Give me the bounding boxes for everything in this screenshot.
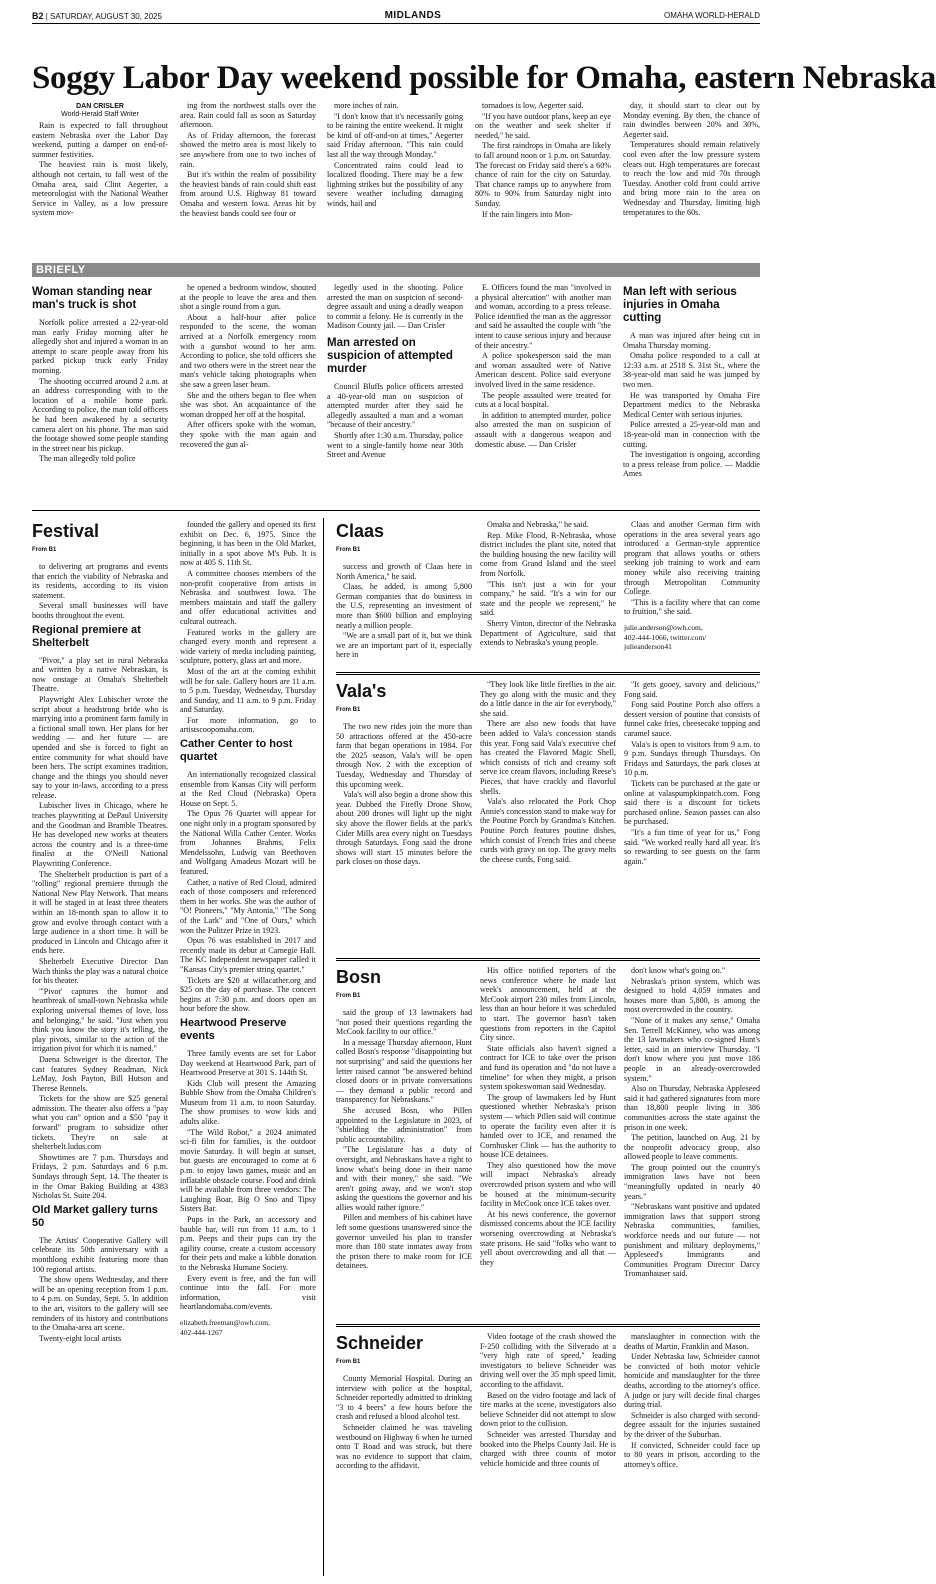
festival-subhead-gallery: Old Market gallery turns 50 <box>32 1203 158 1229</box>
paragraph: Claas and another German firm with operations in the area several years ago introduced a German-style apprentice program that allows youths or others seeking job training to work and earn money while also receiving training through Metropolitan Community College. <box>624 520 760 597</box>
bosn-section-rule <box>336 1324 760 1327</box>
paragraph: ing from the northwest stalls over the area. Rain could fall as soon as Saturday afternoon. <box>180 101 316 130</box>
paragraph: Rain is expected to fall throughout eastern Nebraska over the Labor Day weekend, putting a damper on end-of-summer festivities. <box>32 121 168 159</box>
paragraph: legedly used in the shooting. Police arrested the man on suspicion of second-degree assault and using a deadly weapon to commit a felony. He is currently in the Madison County jail. — Dan Crisler <box>327 283 463 331</box>
paragraph: Opus 76 was established in 2017 and recently made its debut at Carnegie Hall. The KC Independent newspaper called it "Kansas City's premier string quartet." <box>180 936 316 974</box>
paragraph: Concentrated rains could lead to localized flooding. There may be a few lightning strikes but the possibility of any severe weather including damaging winds, hail and <box>327 160 463 208</box>
byline <box>32 103 168 119</box>
valas-col-2 <box>480 680 616 955</box>
paragraph: Cather, a native of Red Cloud, admired each of those composers and referenced them in her works. She was the author of "O! Pioneers," "My Antonia," "The Song of the Lark" and "One of Ours," which won the Pulitzer Prize in 1923. <box>180 877 316 935</box>
paragraph: he opened a bedroom window, shouted at the people to leave the area and then shot a single round from a gun. <box>180 283 316 312</box>
paragraph: day, it should start to clear out by Monday evening. By then, the chance of rain dwindles between 20% and 30%, Aegerter said. <box>623 101 760 139</box>
festival-subhead-cather: Cather Center to host quartet <box>180 738 293 764</box>
claas-col-2 <box>480 520 616 670</box>
main-story-col-3 <box>327 101 463 258</box>
valas-kicker: Vala's <box>336 681 387 701</box>
brief-cut-col-5 <box>623 283 760 505</box>
main-story-col-1 <box>32 103 168 258</box>
festival-subhead-heartwood: Heartwood Preserve events <box>180 1016 287 1042</box>
paragraph: They also questioned how the move will impact Nebraska's already overcrowded prison system and who will be housed at the minimum-security facility in McCook once ICE takes over. <box>480 1160 616 1209</box>
paragraph: "They look like little fireflies in the air. They go along with the music and they do a little dance in the air for everybody," she said. <box>480 680 616 718</box>
paragraph: About a half-hour after police responded to the scene, the woman arrived at a Norfolk emergency room with a gunshot wound to her arm. According to police, she told officers she and two others were in the street near the man's vehicle taking photographs when she saw a green laser beam. <box>180 312 316 389</box>
paragraph: Featured works in the gallery are changed every month and represent a wide variety of media including painting, sculpture, pottery, glass art and more. <box>180 627 316 666</box>
claas-col-1 <box>336 520 472 670</box>
page-info: B2 | SATURDAY, AUGUST 30, 2025 <box>32 10 162 21</box>
paragraph: Vala's is open to visitors from 9 a.m. to 9 p.m. Sundays through Thursdays. On Fridays and Saturdays, the park closes at 10 p.m. <box>624 739 760 778</box>
paragraph: Pillen and members of his cabinet have left some questions unanswered since the governor unveiled his plan to transfer more than 180 state inmates away from the prison there to make room for ICE detainees. <box>336 1213 472 1271</box>
paragraph: A police spokesperson said the man and woman assaulted were of Native American descent. Police said everyone involved lived in the same residence. <box>475 351 611 389</box>
paragraph: Rep. Mike Flood, R-Nebraska, whose district includes the plant site, noted that the building housing the new facility will come from Grand Island and the steel from Norfolk. <box>480 530 616 578</box>
paragraph: Police arrested a 25-year-old man and 18-year-old man in connection with the cutting. <box>623 420 760 449</box>
paragraph: The investigation is ongoing, according to a press release from police. — Maddie Ames <box>623 450 760 479</box>
paragraph: The heaviest rain is most likely, although not certain, to fall west of the Omaha area, said Clint Aegerter, a meteorologist with the National Weather Service in Valley, as a low pressure system mov- <box>32 160 168 218</box>
paragraph: An internationally recognized classical ensemble from Kansas City will perform at the Red Cloud (Nebraska) Opera House on Sept. 5. <box>180 770 316 808</box>
paragraph: Based on the video footage and lack of tire marks at the scene, investigators also believe Schneider did not attempt to slow down prior to the collision. <box>480 1390 616 1429</box>
paragraph: Temperatures should remain relatively cool even after the low pressure system clears out. High temperatures are forecast to reach the low and mid 70s through Tuesday. Another cold front could arrive and bring more rain to the area on Wednesday and Thursday, limiting high temperatures to the 60s. <box>623 140 760 217</box>
paragraph: Schneider claimed he was traveling westbound on Highway 6 when he turned onto T Road and was struck, but there was no evidence to support that claim, according to the affidavit. <box>336 1422 472 1471</box>
claas-section-rule <box>336 672 760 675</box>
paragraph: Several small businesses will have booths throughout the event. <box>32 601 168 620</box>
valas-section-rule <box>336 958 760 961</box>
bosn-jump-from: From B1 <box>336 993 361 999</box>
claas-kicker: Claas <box>336 521 385 541</box>
schneider-col-1 <box>336 1332 472 1576</box>
paper-name: OMAHA WORLD-HERALD <box>663 11 760 20</box>
paragraph: don't know what's going on." <box>631 966 726 975</box>
paragraph: The Artists' Cooperative Gallery will celebrate its 50th anniversary with a monthlong exhibit featuring more than 100 regional artists. <box>32 1235 168 1274</box>
paragraph: Tickets are $20 at willacather.org and $25 on the day of purchase. The concert begins at 7:30 p.m. and doors open an hour before the show. <box>180 975 316 1014</box>
paragraph: The Opus 76 Quartet will appear for one night only in a program sponsored by the National Willa Cather Center. Works from Johannes Brahms, Felix Mendelssohn, Ludwig van Beethoven and Wolfgang Amadeus Mozart will be featured. <box>180 809 316 876</box>
paragraph: Sherry Vinton, director of the Nebraska Department of Agriculture, said that extends to Nebraska's young people. <box>480 618 616 648</box>
paragraph: In a message Thursday afternoon, Hunt called Bosn's response "disappointing but not surprising" and said the questions her letter raised cannot "be answered behind closed doors or in private conversations — they demand a public record and transparency for Nebraskans." <box>336 1037 472 1105</box>
paragraph: The first raindrops in Omaha are likely to fall around noon or 1 p.m. on Saturday. The forecast on Friday said there's a 60% chance of rain for the city on Saturday. That chance ramps up to anywhere from 80% to 90% from Saturday night into Sunday. <box>475 141 611 208</box>
brief-col-3 <box>327 283 463 505</box>
contact-line: elizabeth.freeman@owh.com, <box>180 1317 270 1327</box>
page-date: SATURDAY, AUGUST 30, 2025 <box>50 11 162 21</box>
paragraph: "The Wild Robot," a 2024 animated sci-fi film for families, is the outdoor movie Saturday. It will begin at sunset, but guests are encouraged to come at 6 p.m. to enjoy lawn games, music and an inflatable obstacle course. Food and drink will be available from three vendors: The Laughing Boar, Big O Sno and Tipsy Sisters Bar. <box>180 1127 316 1214</box>
paragraph: "I don't know that it's necessarily going to be raining the entire weekend. It might be kind of off-and-on at times," Aegerter said Friday afternoon. "This rain could last all the way through Monday." <box>327 111 463 159</box>
paragraph: "Pivot," a play set in rural Nebraska and written by a native Nebraskan, is now onstage at Omaha's Shelterbelt Theatre. <box>32 655 168 694</box>
bosn-kicker: Bosn <box>336 967 381 987</box>
main-story-col-4 <box>475 101 611 258</box>
paragraph: She and the others began to flee when she was shot. An acquaintance of the woman dropped her off at the hospital. <box>180 390 316 419</box>
claas-contact <box>624 623 760 652</box>
paragraph: If convicted, Schneider could face up to 80 years in prison, according to the attorney's office. <box>624 1440 760 1469</box>
paragraph: Claas, he added, is among 5,800 German companies that do business in the U.S, representing an investment of more than $600 billion and employing nearly a million people. <box>336 582 472 630</box>
paragraph: Vala's will also begin a drone show this year. Dubbed the Firefly Drone Show, about 200 drones will light up the night sky above the flower fields at the park's Cider Mills area every night on Tuesdays through Saturdays. Fong said the drone shows will start 15 minutes before the park closes on those days. <box>336 790 472 867</box>
contact-line: 402-444-1267 <box>180 1327 223 1337</box>
paragraph: said the group of 13 lawmakers had "not posed their questions regarding the McCook facility to our office." <box>336 1008 472 1037</box>
paragraph: manslaughter in connection with the deaths of Martin, Franklin and Mason. <box>624 1332 760 1351</box>
paragraph: Vala's also relocated the Pork Chop Annie's concession stand to make way for the Poutine Porch by Grandma's Kitchen. Poutine Porch features poutine dishes, which consist of French fries and cheese curds with gravy on top. The gravy melts the cheese curds, Fong said. <box>480 797 616 864</box>
bosn-col-3 <box>624 966 760 1321</box>
paragraph: Most of the art at the coming exhibit will be for sale. Gallery hours are 11 a.m. to 5 p.m. Tuesday, Wednesday, Thursday and Sunday, and 11 a.m. to 9 p.m. Friday and Saturday. <box>180 666 316 715</box>
bosn-col-1 <box>336 966 472 1321</box>
paragraph: A man was injured after being cut in Omaha Thursday morning. <box>623 331 760 350</box>
paragraph: The group pointed out the country's immigration laws have not been "meaningfully updated in nearly 40 years." <box>624 1162 760 1201</box>
paragraph: tornadoes is low, Aegerter said. <box>482 101 584 110</box>
paragraph: In addition to attempted murder, police also arrested the man on suspicion of assault with a dangerous weapon and domestic abuse. — Dan Crisler <box>475 410 611 449</box>
paragraph: Video footage of the crash showed the F-250 colliding with the Silverado at a "very high rate of speed," leading investigators to believe Schneider was driving well over the 35 mph speed limit, according to the affidavit. <box>480 1332 616 1389</box>
paragraph: Pups in the Park, an accessory and bauble bar, will run from 11 a.m. to 1 p.m. Peeps and their pups can try the agility course, create a custom accessory for their pets and make a kibble donation to the Nebraska Humane Society. <box>180 1215 316 1272</box>
paragraph: For more information, go to artistscoopomaha.com. <box>180 715 316 735</box>
paragraph: State officials also haven't signed a contract for ICE to take over the prison and fund its operation and "do not have a timeline" for when they might, a prison system spokeswoman said Wednesday. <box>480 1043 616 1092</box>
paragraph: After officers spoke with the woman, they spoke with the man again and recovered the gun al- <box>180 420 316 449</box>
festival-col-2 <box>180 520 316 1576</box>
paragraph: founded the gallery and opened its first exhibit on Dec. 6, 1975. Since the beginning, it has been in the Old Market, initially in a spot above M's Pub. It is now at 405 S. 11th St. <box>180 520 316 568</box>
valas-col-3 <box>624 680 760 955</box>
festival-col-1 <box>32 520 168 1576</box>
paragraph: Norfolk police arrested a 22-year-old man early Friday morning after he allegedly shot and injured a woman in an attempt to scare people away from his parked pickup truck early Friday morning. <box>32 318 168 375</box>
paragraph: "Nebraskans want positive and updated immigration laws that support strong Nebraska communities, families, workforce needs and our future — not punishment and military deployments," Appleseed's Immigrants and Communities Program Director Darcy Tromanhauser said. <box>624 1202 760 1279</box>
paragraph: "This is a facility where that can come to fruition," she said. <box>624 597 760 617</box>
paragraph: "We are a small part of it, but we think we are an important part of it, especially here in <box>336 631 472 660</box>
paragraph: success and growth of Claas here in North America," he said. <box>336 562 472 581</box>
paragraph: Playwright Alex Lubischer wrote the script about a headstrong bride who is marrying into a prominent farm family in a fictional small town. Her plans for her wedding — and her future — are upended and she is forced to fight an entire community for what should have been hers. The script examines tradition, change and the things you should never say to your in-laws, according to a press release. <box>32 694 168 800</box>
paragraph: Every event is free, and the fun will continue into the fall. For more information, visit heartlandomaha.com/events. <box>180 1273 316 1312</box>
paragraph: Fong said Poutine Porch also offers a dessert version of poutine that consists of funnel cake fries, cheesecake topping and caramel sauce. <box>624 700 760 738</box>
festival-jump-from: From B1 <box>32 547 57 553</box>
brief-woman-headline: Woman standing near man's truck is shot <box>32 286 152 311</box>
paragraph: Shortly after 1:30 a.m. Thursday, police went to a single-family home near 30th Street and Avenue <box>327 430 463 460</box>
paragraph: Tickets can be purchased at the gate or online at valaspumpkinpatch.com. Fong said there is a discount for tickets purchased online. Season passes can also be purchased. <box>624 778 760 827</box>
paragraph: Tickets for the show are $25 general admission. The theater also offers a "pay what you can" option and a $50 "pay it forward" program to subsidize other tickets. They're on sale at shelterbelt.ludus.com <box>32 1094 168 1152</box>
brief-cut-headline: Man left with serious injuries in Omaha cutting <box>623 286 737 324</box>
section-name: MIDLANDS <box>384 10 442 21</box>
brief-suspicion-headline: Man arrested on suspicion of attempted murder <box>327 336 453 375</box>
paragraph: As of Friday afternoon, the forecast showed the metro area is most likely to see anywhere from one to two inches of rain. <box>180 130 316 169</box>
paragraph: At his news conference, the governor dismissed concerns about the ICE facility worsening overcrowding at Nebraska's state prisons. He said "folks who want to yell about overcrowding and all that — they <box>480 1209 616 1267</box>
brief-suspicion-col-4 <box>475 283 611 505</box>
contact-line: julie.anderson@owh.com, <box>624 622 703 632</box>
paragraph: E. Officers found the man "involved in a physical altercation" with another man and woman, according to a press release. Police identified the man as the aggressor and said he assaulted the couple with "the intent to cause serious injury and because of their ancestry." <box>475 283 611 350</box>
paragraph: The people assaulted were treated for cuts at a local hospital. <box>475 390 611 410</box>
paragraph: The show opens Wednesday, and there will be an opening reception from 1 p.m. to 4 p.m. on Sunday, Sept. 5. In addition to the art, visitors to the gallery will see reminders of its history and contributions to the Omaha-area art scene. <box>32 1275 168 1333</box>
valas-jump-from: From B1 <box>336 707 361 713</box>
paragraph: Daena Schweiger is the director. The cast features Sydney Readman, Nick LeMay, Josh Payton, Bill Hutson and Therese Rennels. <box>32 1054 168 1093</box>
contact-line: 402-444-1066, twitter.com/ <box>624 632 707 642</box>
paragraph: Shelterbelt Executive Director Dan Wach thinks the play was a natural choice for his theater. <box>32 956 168 986</box>
paragraph: "The Legislature has a duty of oversight, and Nebraskans have a right to know what's being done in their name and with their money," she said. "We aren't going away, and we won't stop asking the questions the governor and his allies would rather ignore." <box>336 1145 472 1212</box>
briefly-bottom-rule <box>32 510 760 511</box>
paragraph: "It gets gooey, savory and delicious," Fong said. <box>624 680 760 699</box>
paragraph: But it's within the realm of possibility the heaviest bands of rain could shift east from around U.S. Highway 81 toward Omaha and western Iowa. Areas hit by the heaviest bands could see four or <box>180 170 316 218</box>
paragraph: "It's a fun time of year for us," Fong said. "We worked really hard all year. It's so rewarding to see guests on the farm again." <box>624 827 760 866</box>
main-story-col-5 <box>623 101 760 258</box>
paragraph: Also on Thursday, Nebraska Appleseed said it had gathered signatures from more than 18,800 people living in 386 communities across the state against the prison in one week. <box>624 1084 760 1132</box>
paragraph: A committee chooses members of the non-profit cooperative from artists in Nebraska and southwest Iowa. The members maintain and staff the gallery and offer educational activities and cultural outreach. <box>180 568 316 626</box>
brief-woman-col-2 <box>180 283 316 505</box>
paragraph: Schneider is also charged with second-degree assault for the injuries sustained by the driver of the Suburban. <box>624 1410 760 1439</box>
paragraph: If the rain lingers into Mon- <box>482 209 573 219</box>
byline-name: DAN CRISLER <box>76 103 124 110</box>
paragraph: "If you have outdoor plans, keep an eye on the weather and seek shelter if needed," he said. <box>475 111 611 140</box>
contact-line: julieanderson41 <box>624 642 672 652</box>
paragraph: His office notified reporters of the news conference where he made last week's announcement, held at the McCook airport 230 miles from Lincoln, less than an hour before it was scheduled to start. The governor hasn't taken questions from reporters in the Capitol City since. <box>480 966 616 1043</box>
paragraph: "None of it makes any sense," Omaha Sen. Terrell McKinney, who was among the 13 lawmakers who co-signed Hunt's letter, said in an interview Thursday. "I don't know where you just move 186 people in an already-overcrowded system." <box>624 1015 760 1083</box>
paragraph: more inches of rain. <box>334 101 399 110</box>
paragraph: Council Bluffs police officers arrested a 40-year-old man on suspicion of attempted murder after they said he allegedly assaulted a man and a woman "because of their ancestry." <box>327 381 463 430</box>
paragraph: Nebraska's prison system, which was designed to hold 4,059 inmates and houses more than 5,800, is among the most overcrowded in the country. <box>624 976 760 1015</box>
paragraph: The Shelterbelt production is part of a "rolling" regional premiere through the National New Play Network. That means it will be staged in at least three theaters within an 18-month span to allow it to grow and evolve through contact with a large audience in a short time. It will be produced in Lincoln and Chicago after it ends here. <box>32 869 168 956</box>
schneider-jump-from: From B1 <box>336 1359 361 1365</box>
paragraph: Omaha and Nebraska," he said. <box>487 520 589 529</box>
page-masthead <box>32 8 760 24</box>
paragraph: to delivering art programs and events that enrich the viability of Nebraska and its residents, according to its vision statement. <box>32 562 168 600</box>
paragraph: She accused Bosn, who Pillen appointed to the Legislature in 2023, of "shielding the administration" from public accountability. <box>336 1105 472 1144</box>
column-divider <box>323 518 324 1576</box>
festival-contact <box>180 1318 316 1337</box>
claas-col-3 <box>624 520 760 670</box>
festival-kicker: Festival <box>32 521 100 541</box>
paragraph: The man allegedly told police <box>39 454 136 464</box>
paragraph: Showtimes are 7 p.m. Thursdays and Fridays, 2 p.m. Saturdays and 6 p.m. Sundays through Sept. 14. The theater is in the Omar Baking Building at 4383 Nicholas St. Suite 204. <box>32 1152 168 1201</box>
paragraph: The group of lawmakers led by Hunt questioned whether Nebraska's prison system — which Pillen said will continue to operate the facility even after it is handed over to ICE, and renamed the Cornhusker Clink — has the authority to house ICE detainees. <box>480 1092 616 1160</box>
paragraph: "This isn't just a win for your company," he said. "It's a win for our state and the people we represent," he said. <box>480 579 616 618</box>
byline-title: World-Herald Staff Writer <box>61 111 139 118</box>
paragraph: County Memorial Hospital. During an interview with police at the hospital, Schneider reportedly admitted to drinking "3 to 4 beers" a few hours before the crash and refused a blood alcohol test. <box>336 1374 472 1422</box>
paragraph: Lubischer lives in Chicago, where he teaches playwriting at DePaul University and the Goodman and Bramble Theatres. He has developed new works at theaters across the country and is a three-time finalist at the O'Neill National Playwriting Conference. <box>32 801 168 869</box>
bosn-col-2 <box>480 966 616 1321</box>
briefly-banner: BRIEFLY <box>32 263 760 277</box>
paragraph: Under Nebraska law, Schneider cannot be convicted of both motor vehicle homicide and manslaughter for the three deaths, according to the attorney's office. A judge or jury will decide final charges during trial. <box>624 1352 760 1410</box>
festival-subhead-shelterbelt: Regional premiere at Shelterbelt <box>32 623 141 649</box>
schneider-col-3 <box>624 1332 760 1576</box>
paragraph: Twenty-eight local artists <box>39 1333 122 1343</box>
paragraph: Omaha police responded to a call at 12:33 a.m. at 2518 S. 31st St., where the 38-year-old man said he was jumped by two men. <box>623 351 760 389</box>
main-story-col-2 <box>180 101 316 258</box>
schneider-kicker: Schneider <box>336 1333 424 1353</box>
paragraph: Kids Club will present the Amazing Bubble Show from the Omaha Children's Museum from 11 a.m. to noon Saturday. The show promises to wow kids and adults alike. <box>180 1078 316 1127</box>
paragraph: The shooting occurred around 2 a.m. at an address corresponding with to the location of a mobile home park. According to police, the man told officers he had been awakened by a security camera alert on his phone. The man said the footage showed some people standing in the street near his pickup. <box>32 376 168 453</box>
valas-col-1 <box>336 680 472 955</box>
main-headline: Soggy Labor Day weekend possible for Omaha, eastern Nebraska <box>32 60 936 96</box>
page-number: B2 <box>32 10 44 21</box>
schneider-col-2 <box>480 1332 616 1576</box>
paragraph: Schneider was arrested Thursday and booked into the Phelps County Jail. He is charged with three counts of motor vehicle homicide and three counts of <box>480 1429 616 1468</box>
paragraph: Three family events are set for Labor Day weekend at Heartwood Park, part of Heartwood Preserve at 301 S. 144th St. <box>180 1048 316 1078</box>
paragraph: He was transported by Omaha Fire Department medics to the Nebraska Medical Center with serious injuries. <box>623 390 760 419</box>
claas-jump-from: From B1 <box>336 547 361 553</box>
paragraph: The two new rides join the more than 50 attractions offered at the 450-acre farm that began operations in 1984. For the 2025 season, Vala's will be open through Nov. 2 with the exception of Tuesday, Wednesday and Thursday of this upcoming week. <box>336 722 472 789</box>
paragraph: "'Pivot' captures the humor and heartbreak of small-town Nebraska while exploring universal themes of love, loss and belonging," he said. "Just when you think you know the story it's telling, the play pivots, similar to the action of the irrigation pivot for which it is named." <box>32 986 168 1054</box>
paragraph: There are also new foods that have been added to Vala's concession stands this year. Fong said Vala's executive chef has created the Flavored Magic Shell, which consists of rich and creamy soft serve ice cream flavors, including Reese's Pieces, that have crackly and flavorful shells. <box>480 719 616 796</box>
brief-woman-col-1 <box>32 283 168 505</box>
paragraph: The petition, launched on Aug. 21 by the nonprofit advocacy group, also allowed people to leave comments. <box>624 1133 760 1162</box>
